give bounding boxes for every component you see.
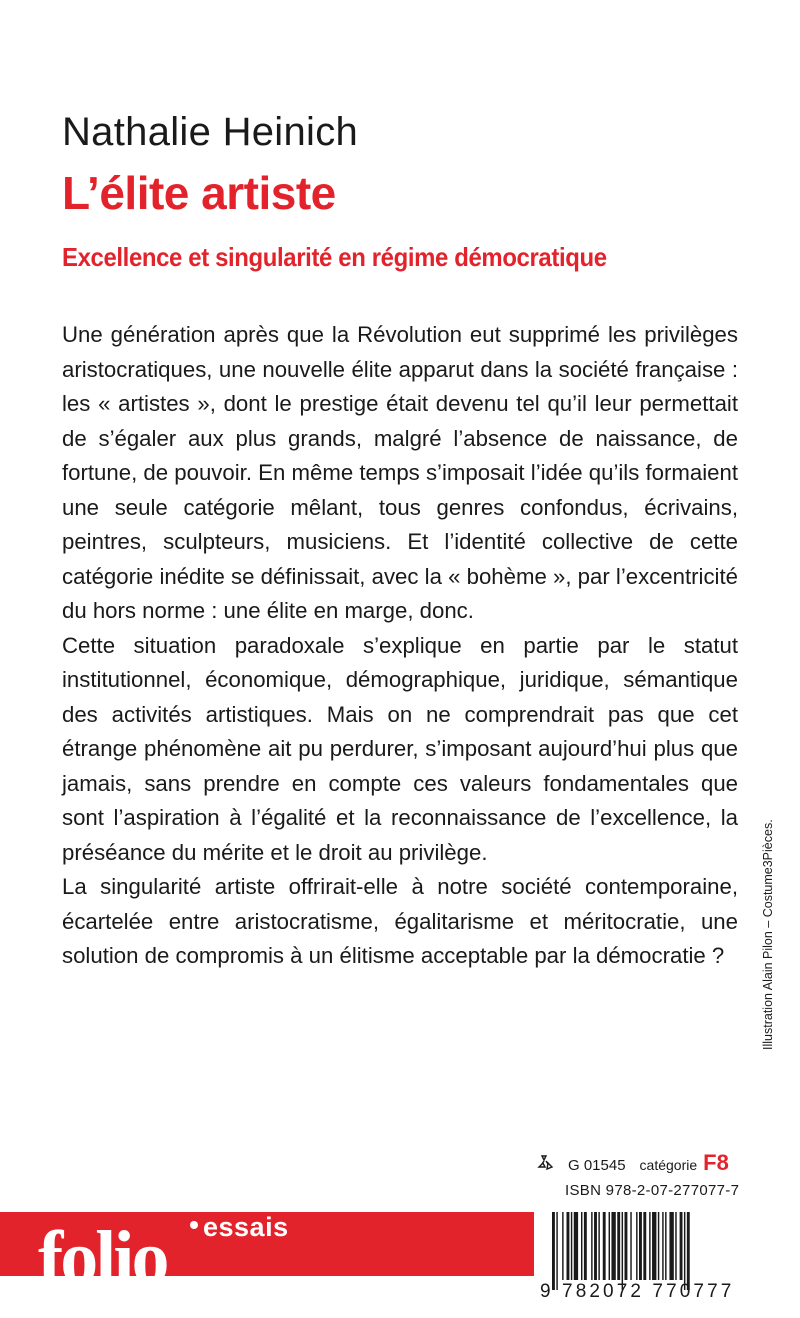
barcode-bar (591, 1212, 592, 1280)
illustration-credit-text: Illustration Alain Pilon – Costume3Pièces. (761, 819, 775, 1050)
barcode-bar (662, 1212, 663, 1280)
barcode-bar (643, 1212, 646, 1280)
barcode-bar (584, 1212, 587, 1280)
barcode-bar (680, 1212, 683, 1280)
illustration-credit (757, 810, 781, 1050)
barcode-bar (684, 1212, 685, 1290)
barcode-bar (581, 1212, 582, 1280)
catalog-line (536, 1150, 729, 1176)
blurb-paragraph-1: Une génération après que la Révolution eut supprimé les privilèges aristocratiques, une nouvelle élite apparut dans la société française : les « artistes », dont le prestige était devenu tel qu’il leur permettait de s’égaler aux plus grands, malgré l’absence de naissance, de fortune, de pouvoir. En même temps s’imposait l’idée qu’ils formaient une seule catégorie mêlant, tous genres confondus, écrivains, peintres, sculpteurs, musiciens. Et l’identité collective de cette catégorie inédite se définissait, avec la « bohème », par l’excentricité du hors norme : une élite en marge, donc. (62, 322, 738, 623)
barcode-bar (609, 1212, 610, 1280)
book-subtitle: Excellence et singularité en régime démocratique (62, 242, 607, 272)
series-name: essais (203, 1212, 289, 1242)
blurb-paragraph-2: Cette situation paradoxale s’explique en partie par le statut institutionnel, économique, démographique, juridique, sémantique des activités artistiques. Mais on ne comprendrait pas que cet étrange phénomène ait pu perdurer, s’imposant aujourd’hui plus que jamais, sans prendre en compte ces valeurs fondamentales que sont l’aspiration à l’égalité et la reconnaissance de l’excellence, la préséance du mérite et le droit au privilège. (62, 632, 738, 865)
barcode-bar (649, 1212, 650, 1280)
barcode-bar (652, 1212, 656, 1280)
barcode-bar (630, 1212, 631, 1280)
barcode-bar (622, 1212, 623, 1290)
catalog-code: G 01545 (568, 1157, 626, 1174)
barcode-bar (639, 1212, 642, 1280)
recycle-logo-icon (536, 1153, 564, 1173)
barcode-bar (567, 1212, 570, 1280)
barcode-bar (687, 1212, 690, 1290)
barcode (552, 1212, 742, 1290)
blurb (62, 318, 738, 974)
category-label: catégorie (639, 1157, 698, 1173)
isbn: ISBN 978-2-07-277077-7 (565, 1182, 740, 1199)
barcode-bar (636, 1212, 637, 1280)
barcode-bar (562, 1212, 563, 1280)
barcode-bar (598, 1212, 599, 1280)
barcode-bar (574, 1212, 578, 1280)
barcode-bar (603, 1212, 606, 1280)
folio-logo: folio (38, 1216, 167, 1300)
book-title: L’élite artiste (62, 167, 336, 219)
barcode-bar (675, 1212, 676, 1280)
category-value: F8 (703, 1150, 729, 1175)
barcode-bar (669, 1212, 673, 1280)
barcode-bar (665, 1212, 666, 1280)
author-name: Nathalie Heinich (62, 110, 359, 154)
barcode-bar (571, 1212, 572, 1280)
barcode-bar (594, 1212, 597, 1280)
barcode-bar (552, 1212, 555, 1290)
blurb-paragraph-3: La singularité artiste offrirait-elle à notre société contemporaine, écartelée entre aristocratisme, égalitarisme et méritocratie, une solution de compromis à un élitisme acceptable par la démocratie ? (62, 874, 738, 968)
barcode-bar (658, 1212, 659, 1280)
barcode-bar (625, 1212, 628, 1280)
barcode-bar (611, 1212, 615, 1280)
barcode-bar (556, 1212, 557, 1290)
barcode-digits: 9 782072 770777 (540, 1281, 735, 1302)
barcode-bar (617, 1212, 620, 1280)
folio-logo-dot (190, 1221, 198, 1229)
